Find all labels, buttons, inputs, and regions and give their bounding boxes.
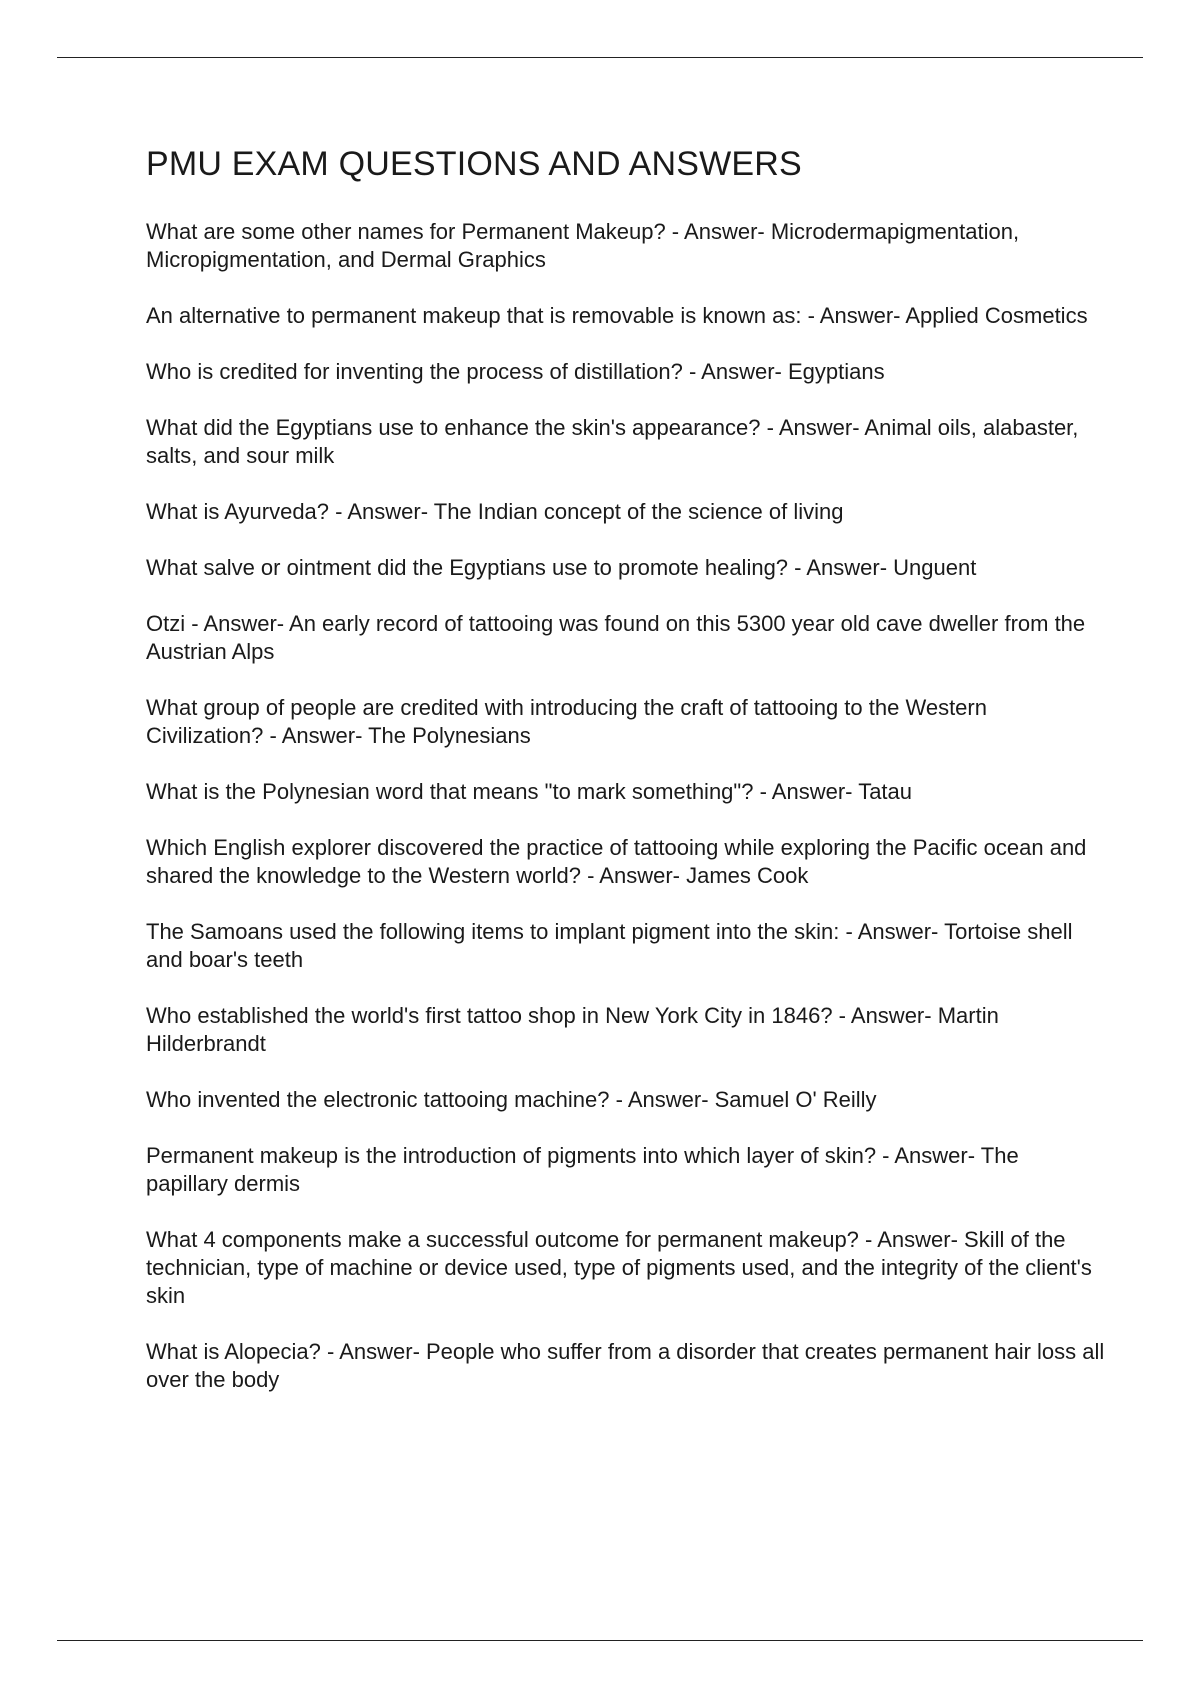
qa-item: Permanent makeup is the introduction of pigments into which layer of skin? - Answer- The papillary dermis xyxy=(146,1143,1019,1196)
bottom-divider xyxy=(57,1640,1143,1641)
qa-item: Who established the world's first tattoo shop in New York City in 1846? - Answer- Martin Hilderbrandt xyxy=(146,1003,999,1056)
qa-item: What is Ayurveda? - Answer- The Indian concept of the science of living xyxy=(146,499,844,524)
qa-list xyxy=(146,218,1106,1394)
page-title: PMU EXAM QUESTIONS AND ANSWERS xyxy=(146,145,802,183)
qa-item: What are some other names for Permanent Makeup? - Answer- Microdermapigmentation, Micropigmentation, and Dermal Graphics xyxy=(146,219,1020,272)
qa-item: An alternative to permanent makeup that is removable is known as: - Answer- Applied Cosmetics xyxy=(146,303,1088,328)
top-divider xyxy=(57,57,1143,58)
qa-item: Otzi - Answer- An early record of tattooing was found on this 5300 year old cave dweller from the Austrian Alps xyxy=(146,611,1086,664)
qa-item: What group of people are credited with introducing the craft of tattooing to the Western Civilization? - Answer- The Polynesians xyxy=(146,695,987,748)
qa-item: What is Alopecia? - Answer- People who suffer from a disorder that creates permanent hair loss all over the body xyxy=(146,1339,1105,1392)
qa-item: Who invented the electronic tattooing machine? - Answer- Samuel O' Reilly xyxy=(146,1087,877,1112)
qa-item: What is the Polynesian word that means "to mark something"? - Answer- Tatau xyxy=(146,779,913,804)
qa-item: What 4 components make a successful outcome for permanent makeup? - Answer- Skill of the technician, type of machine or device used, type of pigments used, and the integrity of the client's skin xyxy=(146,1227,1092,1308)
qa-item: Which English explorer discovered the practice of tattooing while exploring the Pacific ocean and shared the knowledge to the Western world? - Answer- James Cook xyxy=(146,835,1087,888)
qa-item: The Samoans used the following items to implant pigment into the skin: - Answer- Tortoise shell and boar's teeth xyxy=(146,919,1073,972)
qa-item: What salve or ointment did the Egyptians use to promote healing? - Answer- Unguent xyxy=(146,555,977,580)
qa-item: What did the Egyptians use to enhance the skin's appearance? - Answer- Animal oils, alabaster, salts, and sour milk xyxy=(146,415,1079,468)
document-body xyxy=(146,140,1106,1422)
qa-item: Who is credited for inventing the process of distillation? - Answer- Egyptians xyxy=(146,359,885,384)
